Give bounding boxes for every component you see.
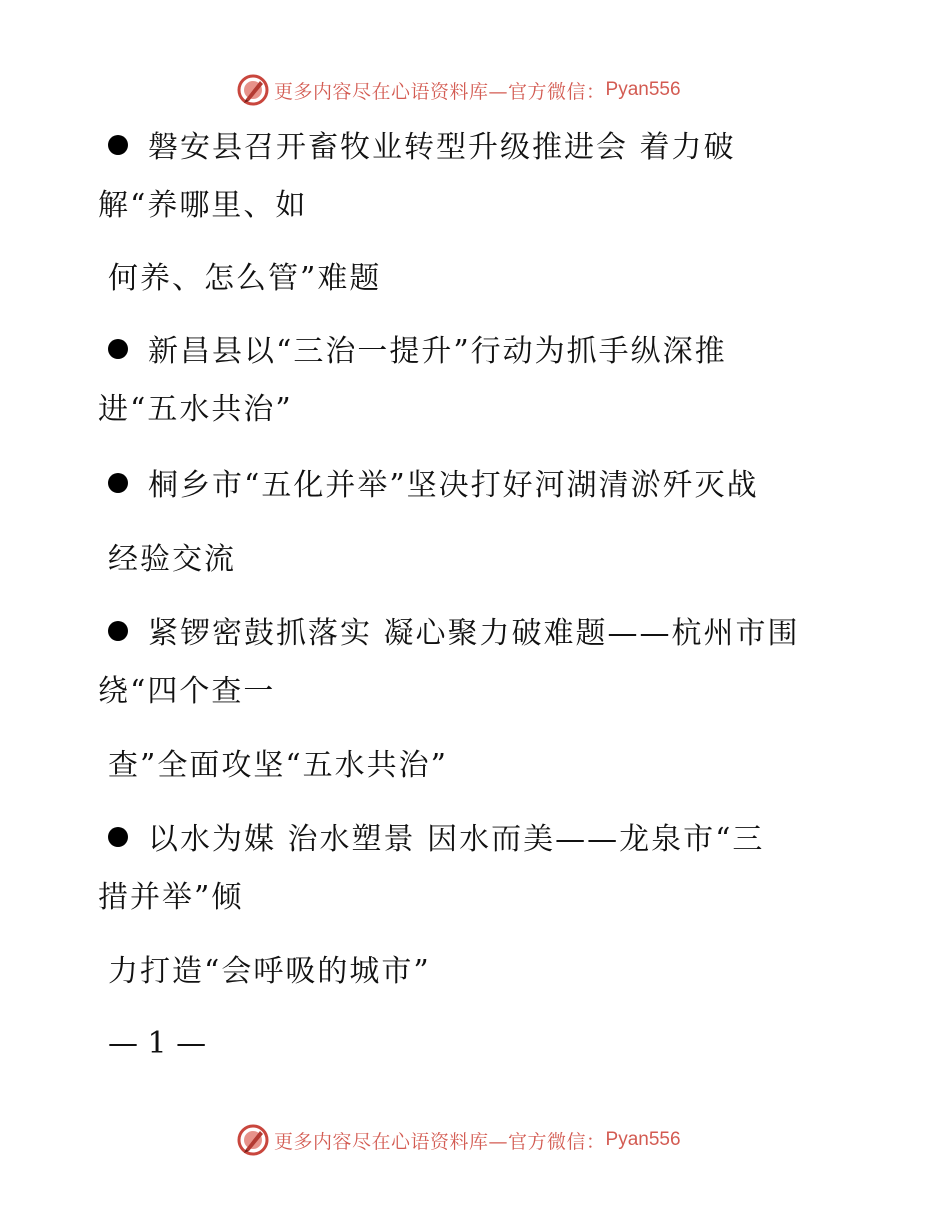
list-item-text: 何养、怎么管”难题	[108, 261, 382, 296]
watermark-text: 更多内容尽在心语资料库—官方微信：	[274, 1130, 606, 1153]
list-item-text: 紧锣密鼓抓落实 凝心聚力破难题——杭州市围	[148, 616, 800, 651]
watermark-wechat-id: Pyan556	[605, 79, 681, 100]
list-item	[108, 820, 764, 860]
list-item-text: 措并举”倾	[98, 880, 244, 915]
list-item-continuation	[108, 746, 448, 786]
list-item-text: 查”全面攻坚“五水共治”	[108, 748, 449, 783]
list-item-continuation	[108, 540, 236, 580]
watermark-banner-bottom	[236, 1123, 681, 1157]
list-item-text: 进“五水共治”	[98, 392, 293, 427]
list-item-text: 桐乡市“五化并举”坚决打好河湖清淤歼灭战	[148, 468, 759, 503]
list-item	[108, 332, 727, 372]
bullet-icon	[108, 621, 128, 641]
list-item-continuation	[108, 259, 381, 299]
list-item-text: 解“养哪里、如	[98, 188, 308, 223]
watermark-banner-top	[236, 73, 681, 107]
list-item-continuation	[108, 952, 431, 992]
pen-badge-icon	[236, 1123, 270, 1157]
bullet-icon	[108, 135, 128, 155]
list-item-text: 力打造“会呼吸的城市”	[108, 954, 431, 989]
bullet-icon	[108, 473, 128, 493]
list-item-text: 新昌县以“三治一提升”行动为抓手纵深推	[148, 334, 727, 369]
list-item	[108, 614, 800, 654]
page-number: — 1 —	[108, 1026, 207, 1061]
list-item-continuation	[98, 672, 275, 712]
list-item	[108, 128, 736, 168]
list-item-text: 以水为媒 治水塑景 因水而美——龙泉市“三	[148, 822, 765, 857]
watermark-wechat-id: Pyan556	[605, 1129, 681, 1150]
bullet-icon	[108, 827, 128, 847]
bullet-icon	[108, 339, 128, 359]
watermark-text: 更多内容尽在心语资料库—官方微信：	[274, 80, 606, 103]
list-item-text: 绕“四个查一	[98, 674, 276, 709]
list-item	[108, 466, 759, 506]
list-item-text: 磐安县召开畜牧业转型升级推进会 着力破	[148, 130, 736, 165]
pen-badge-icon	[236, 73, 270, 107]
list-item-text: 经验交流	[108, 542, 236, 577]
list-item-continuation	[98, 186, 307, 226]
list-item-continuation	[98, 878, 243, 918]
list-item-continuation	[98, 390, 293, 430]
